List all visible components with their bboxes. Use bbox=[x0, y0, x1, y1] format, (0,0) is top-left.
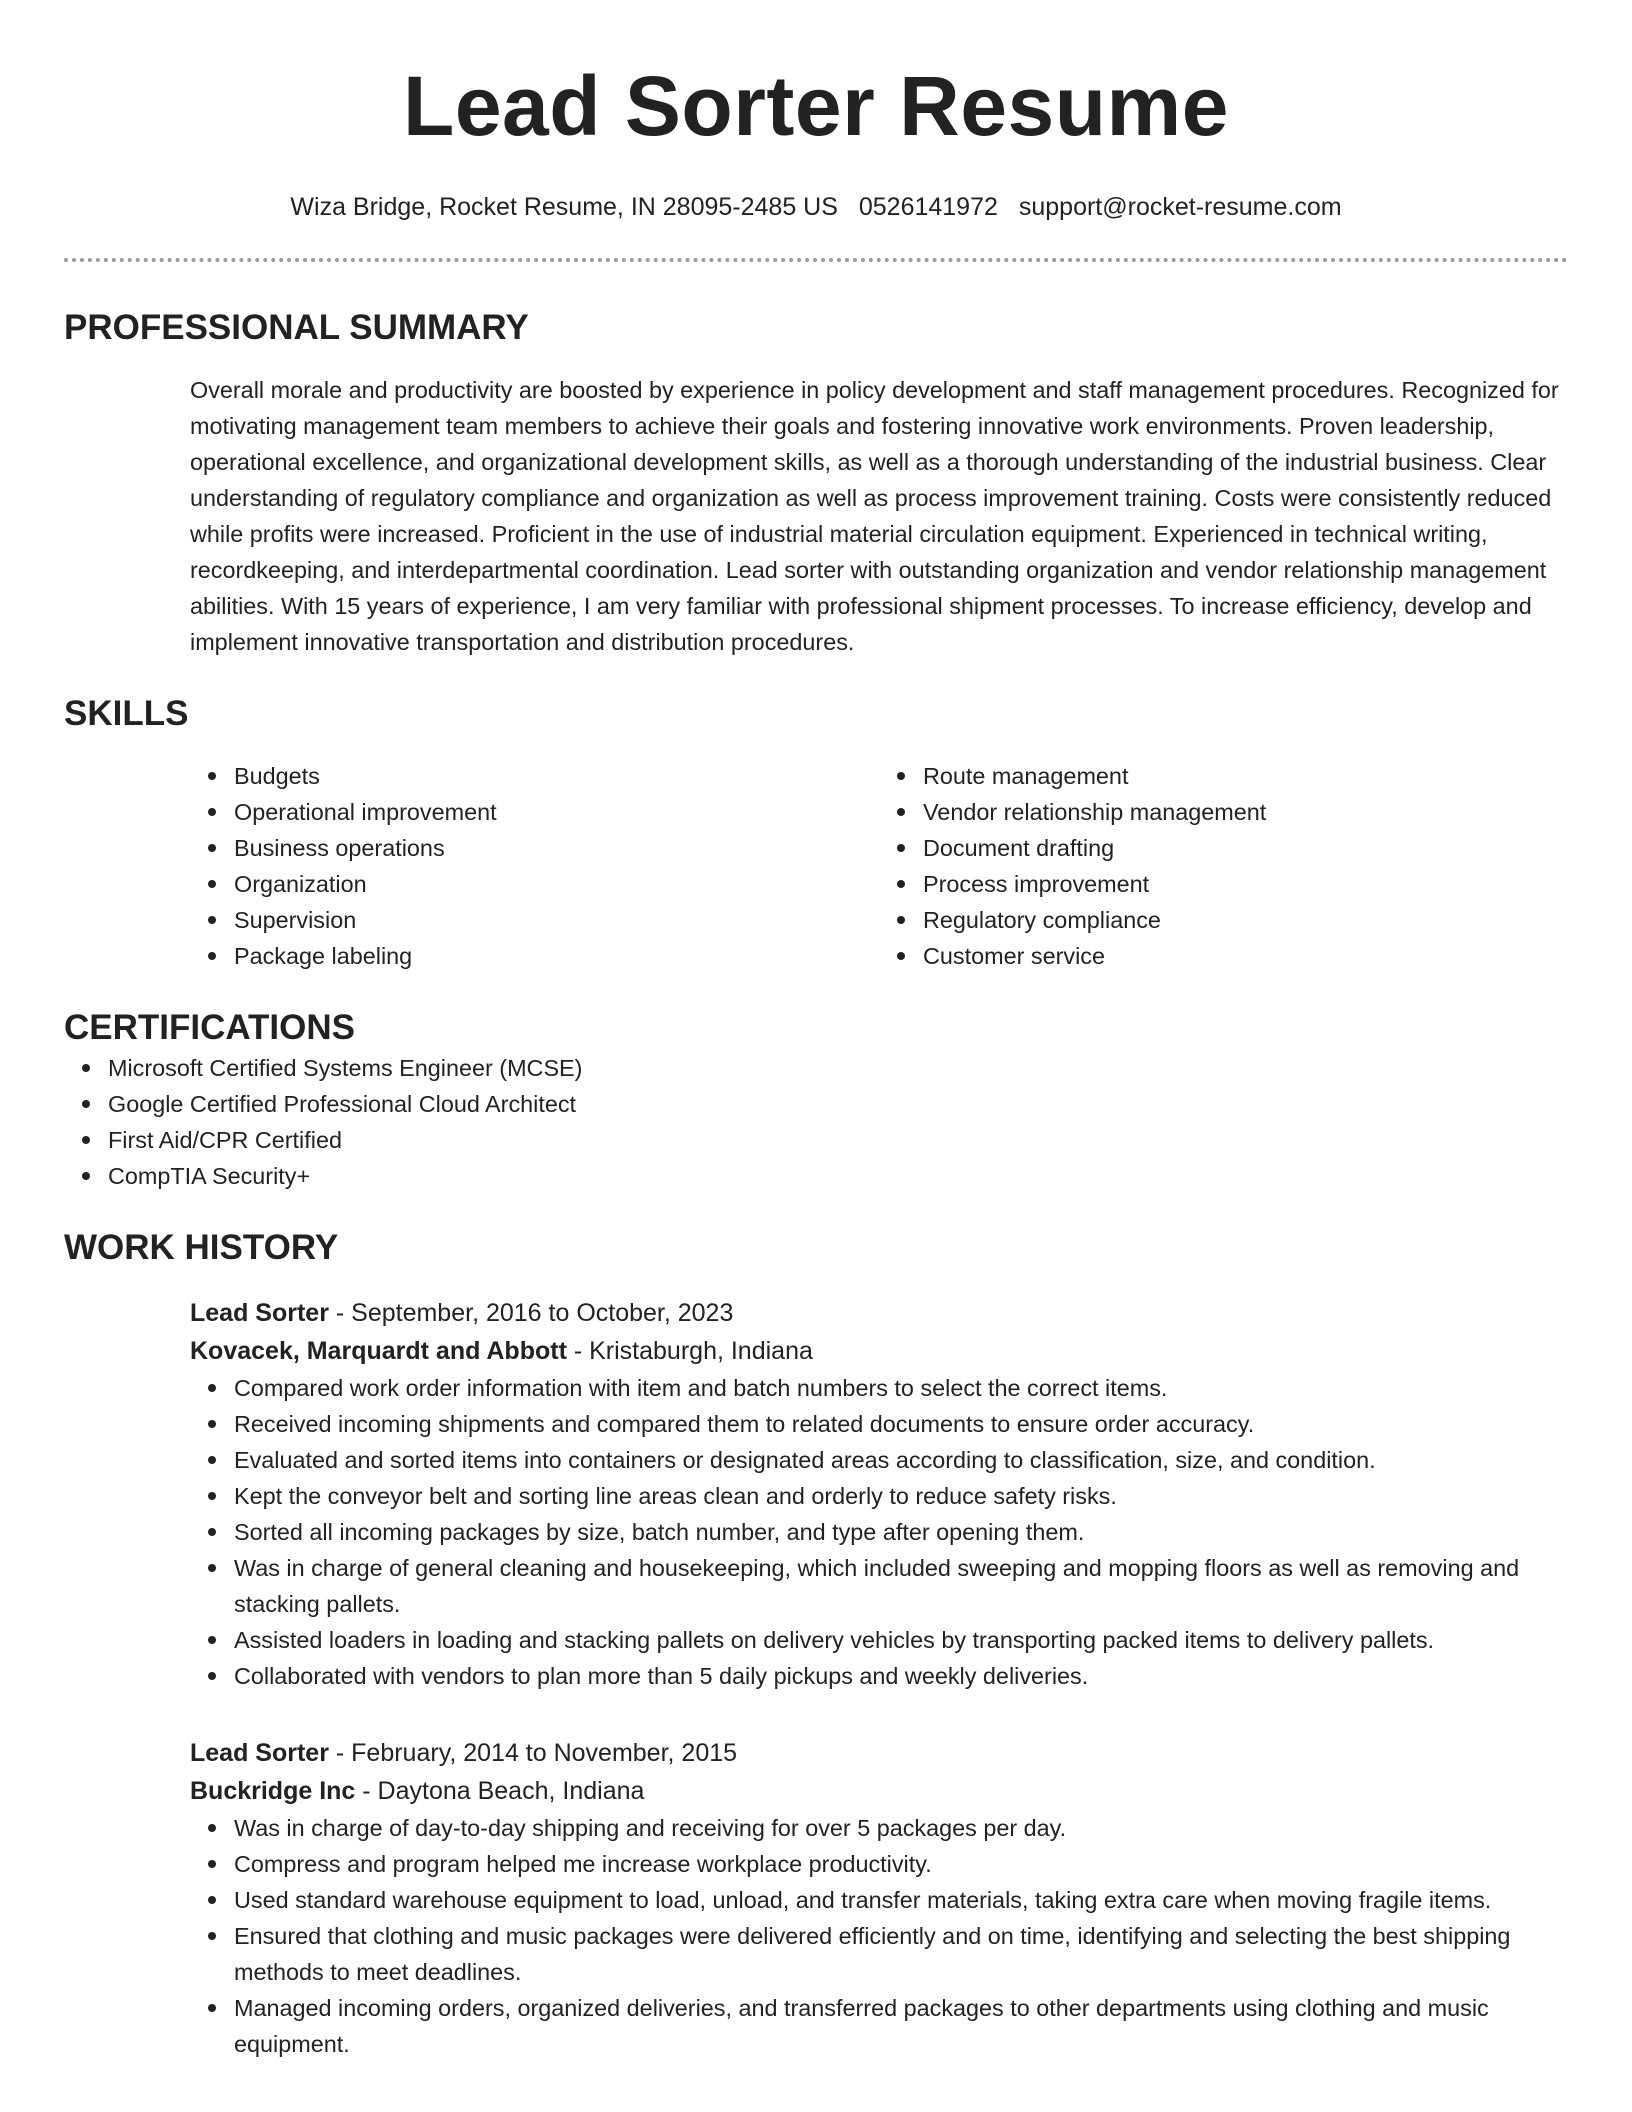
job-dates: - February, 2014 to November, 2015 bbox=[328, 1739, 738, 1767]
job-company: Buckridge Inc bbox=[190, 1777, 356, 1805]
job-company: Kovacek, Marquardt and Abbott bbox=[190, 1337, 567, 1365]
skills-heading: SKILLS bbox=[64, 694, 189, 733]
certification-item: First Aid/CPR Certified bbox=[108, 1122, 1568, 1158]
skill-item: Business operations bbox=[234, 830, 879, 866]
job-duties-list bbox=[190, 1810, 1568, 2062]
skill-item: Route management bbox=[923, 758, 1568, 794]
contact-email: support@rocket-resume.com bbox=[1018, 193, 1342, 221]
job-location: - Daytona Beach, Indiana bbox=[355, 1777, 645, 1805]
duty-item: Collaborated with vendors to plan more than 5 daily pickups and weekly deliveries. bbox=[234, 1658, 1568, 1694]
skill-item: Budgets bbox=[234, 758, 879, 794]
duty-item: Was in charge of day-to-day shipping and receiving for over 5 packages per day. bbox=[234, 1810, 1568, 1846]
duty-item: Used standard warehouse equipment to load, unload, and transfer materials, taking extra care when moving fragile items. bbox=[234, 1882, 1568, 1918]
job-duties-list bbox=[190, 1370, 1568, 1694]
duty-item: Ensured that clothing and music packages were delivered efficiently and on time, identifying and selecting the best shipping methods to meet deadlines. bbox=[234, 1918, 1568, 1990]
skill-item: Operational improvement bbox=[234, 794, 879, 830]
job-company-line bbox=[190, 1772, 1568, 1810]
job-dates: - September, 2016 to October, 2023 bbox=[328, 1299, 734, 1327]
certification-item: Microsoft Certified Systems Engineer (MCSE) bbox=[108, 1050, 1568, 1086]
duty-item: Assisted loaders in loading and stacking pallets on delivery vehicles by transporting packed items to delivery pallets. bbox=[234, 1622, 1568, 1658]
work-history-heading: WORK HISTORY bbox=[64, 1228, 339, 1267]
job-location: - Kristaburgh, Indiana bbox=[566, 1337, 813, 1365]
skills-section bbox=[64, 692, 1568, 974]
duty-item: Was in charge of general cleaning and housekeeping, which included sweeping and mopping floors as well as removing and stacking pallets. bbox=[234, 1550, 1568, 1622]
certifications-heading: CERTIFICATIONS bbox=[64, 1008, 356, 1047]
duty-item: Received incoming shipments and compared them to related documents to ensure order accuracy. bbox=[234, 1406, 1568, 1442]
job-title: Lead Sorter bbox=[190, 1299, 329, 1327]
skill-item: Package labeling bbox=[234, 938, 879, 974]
summary-section bbox=[64, 306, 1568, 660]
summary-text: Overall morale and productivity are boosted by experience in policy development and staff management procedures. Recognized for motivating management team members to achieve their goals and fostering innovative work environments. Proven leadership, operational excellence, and organizational development skills, as well as a thorough understanding of the industrial business. Clear understanding of regulatory compliance and organization as well as process improvement training. Costs were consistently reduced while profits were increased. Proficient in the use of industrial material circulation equipment. Experienced in technical writing, recordkeeping, and interdepartmental coordination. Lead sorter with outstanding organization and vendor relationship management abilities. With 15 years of experience, I am very familiar with professional shipment processes. To increase efficiency, develop and implement innovative transportation and distribution procedures. bbox=[190, 377, 1559, 655]
job-entry bbox=[190, 1294, 1568, 1694]
skill-item: Vendor relationship management bbox=[923, 794, 1568, 830]
job-entry bbox=[190, 1734, 1568, 2062]
resume-title: Lead Sorter Resume bbox=[403, 59, 1229, 153]
job-company-line bbox=[190, 1332, 1568, 1370]
duty-item: Managed incoming orders, organized deliveries, and transferred packages to other departments using clothing and music equipment. bbox=[234, 1990, 1568, 2062]
duty-item: Evaluated and sorted items into containers or designated areas according to classification, size, and condition. bbox=[234, 1442, 1568, 1478]
skill-item: Process improvement bbox=[923, 866, 1568, 902]
skill-item: Regulatory compliance bbox=[923, 902, 1568, 938]
skills-grid bbox=[190, 758, 1568, 974]
contact-line bbox=[64, 192, 1568, 222]
skills-list-left bbox=[190, 758, 879, 974]
job-title-line bbox=[190, 1294, 1568, 1332]
certification-item: CompTIA Security+ bbox=[108, 1158, 1568, 1194]
work-history-section bbox=[64, 1226, 1568, 2062]
certification-item: Google Certified Professional Cloud Architect bbox=[108, 1086, 1568, 1122]
job-title-line bbox=[190, 1734, 1568, 1772]
duty-item: Sorted all incoming packages by size, batch number, and type after opening them. bbox=[234, 1514, 1568, 1550]
duty-item: Compared work order information with item and batch numbers to select the correct items. bbox=[234, 1370, 1568, 1406]
certifications-list bbox=[64, 1050, 1568, 1194]
duty-item: Kept the conveyor belt and sorting line areas clean and orderly to reduce safety risks. bbox=[234, 1478, 1568, 1514]
skill-item: Customer service bbox=[923, 938, 1568, 974]
contact-phone: 0526141972 bbox=[858, 193, 998, 221]
skill-item: Organization bbox=[234, 866, 879, 902]
certifications-section bbox=[64, 1006, 1568, 1194]
skill-item: Document drafting bbox=[923, 830, 1568, 866]
contact-address: Wiza Bridge, Rocket Resume, IN 28095-2485 US bbox=[290, 193, 838, 221]
skill-item: Supervision bbox=[234, 902, 879, 938]
header-divider bbox=[64, 258, 1568, 262]
skills-list-right bbox=[879, 758, 1568, 974]
job-title: Lead Sorter bbox=[190, 1739, 329, 1767]
summary-heading: PROFESSIONAL SUMMARY bbox=[64, 308, 529, 347]
duty-item: Compress and program helped me increase workplace productivity. bbox=[234, 1846, 1568, 1882]
